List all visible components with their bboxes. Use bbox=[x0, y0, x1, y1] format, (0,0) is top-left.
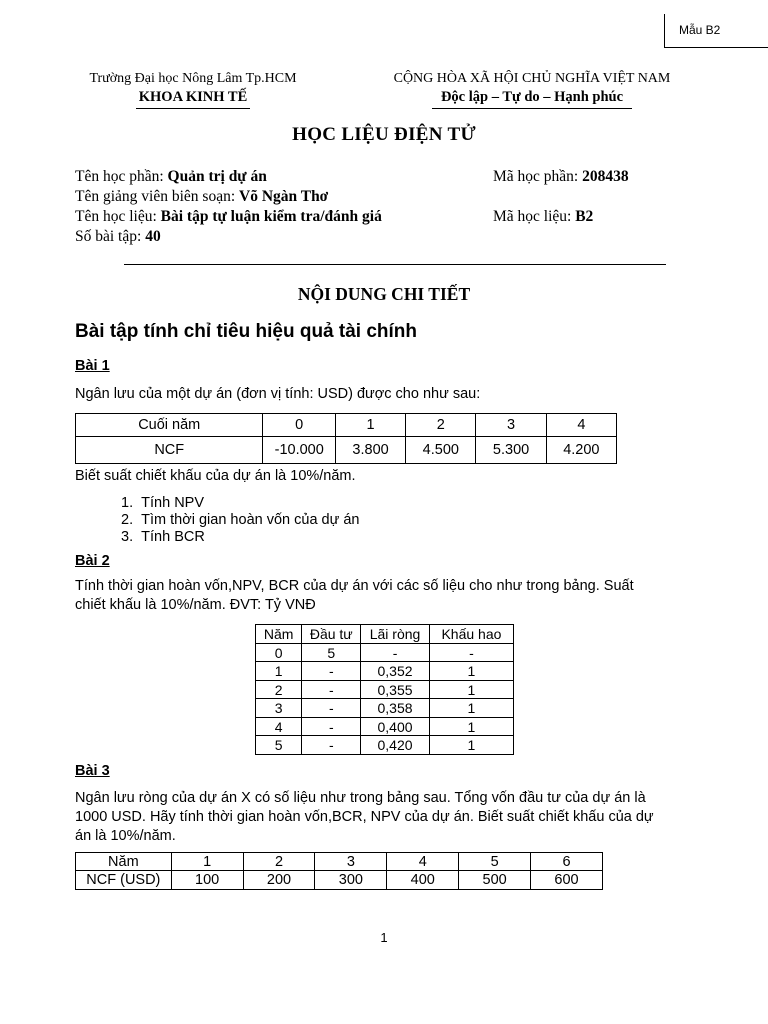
course-code-row bbox=[493, 166, 629, 188]
table-cell: - bbox=[302, 662, 361, 681]
table-cell: Đầu tư bbox=[302, 625, 361, 644]
exercise-1-heading: Bài 1 bbox=[75, 358, 110, 374]
exercise-count-value: 40 bbox=[145, 228, 161, 245]
table-cell: - bbox=[302, 699, 361, 718]
table-cell: 4.500 bbox=[406, 437, 476, 464]
table-cell: Năm bbox=[256, 625, 302, 644]
exercise-2-line-1: Tính thời gian hoàn vốn,NPV, BCR của dự án với các số liệu cho như trong bảng. Suất bbox=[75, 578, 634, 594]
section-title: NỘI DUNG CHI TIẾT bbox=[297, 284, 471, 304]
exercise-count-label: Số bài tập: bbox=[75, 228, 146, 245]
table-cell: 3 bbox=[256, 699, 302, 718]
table-cell: 3.800 bbox=[335, 437, 405, 464]
exercise-2-table bbox=[255, 624, 514, 755]
table-cell: 0,358 bbox=[361, 699, 430, 718]
exercise-3-text bbox=[75, 789, 654, 846]
document-title: HỌC LIỆU ĐIỆN TỬ bbox=[292, 124, 476, 145]
table-cell: - bbox=[429, 644, 513, 662]
course-name-row bbox=[75, 166, 267, 188]
table-cell: 0,420 bbox=[361, 736, 430, 755]
table-cell: Khấu hao bbox=[429, 625, 513, 644]
material-label: Tên học liệu: bbox=[75, 208, 161, 225]
table-cell: 1 bbox=[429, 681, 513, 699]
exercise-count-row bbox=[75, 226, 161, 248]
table-cell: 1 bbox=[171, 853, 243, 871]
material-code-value: B2 bbox=[575, 208, 594, 225]
divider bbox=[124, 264, 666, 265]
exercise-3-heading: Bài 3 bbox=[75, 763, 110, 779]
table-cell: 1 bbox=[429, 699, 513, 718]
exercise-1-table bbox=[75, 413, 617, 464]
course-label: Tên học phần: bbox=[75, 168, 168, 185]
course-value: Quản trị dự án bbox=[167, 168, 267, 185]
list-item: 1. Tính NPV bbox=[121, 495, 205, 511]
table-cell: 4 bbox=[256, 718, 302, 736]
table-cell: 2 bbox=[406, 414, 476, 437]
table-cell: 0 bbox=[263, 414, 335, 437]
table-cell: NCF (USD) bbox=[76, 871, 172, 890]
exercise-2-heading: Bài 2 bbox=[75, 553, 110, 569]
table-cell: 5 bbox=[459, 853, 531, 871]
table-cell: 1 bbox=[429, 662, 513, 681]
table-cell: 3 bbox=[315, 853, 387, 871]
table-cell: Cuối năm bbox=[76, 414, 263, 437]
table-cell: 0,352 bbox=[361, 662, 430, 681]
exercise-1-note: Biết suất chiết khấu của dự án là 10%/năm. bbox=[75, 468, 356, 484]
table-cell: 100 bbox=[171, 871, 243, 890]
table-cell: 2 bbox=[243, 853, 315, 871]
department-name: KHOA KINH TẾ bbox=[138, 89, 248, 105]
table-cell: 1 bbox=[256, 662, 302, 681]
material-code-label: Mã học liệu: bbox=[493, 208, 576, 225]
table-cell: 1 bbox=[429, 736, 513, 755]
table-cell: 400 bbox=[387, 871, 459, 890]
table-cell: 0,400 bbox=[361, 718, 430, 736]
course-code-label: Mã học phần: bbox=[493, 168, 583, 185]
table-cell: 600 bbox=[531, 871, 603, 890]
list-item: 3. Tính BCR bbox=[121, 529, 205, 545]
department-underline bbox=[136, 108, 250, 109]
table-cell: 3 bbox=[476, 414, 546, 437]
motto-underline bbox=[432, 108, 632, 109]
table-cell: NCF bbox=[76, 437, 263, 464]
exercise-3-line-2: 1000 USD. Hãy tính thời gian hoàn vốn,BCR, NPV của dự án. Biết suất chiết khấu của dự bbox=[75, 809, 654, 825]
table-cell: Năm bbox=[76, 853, 172, 871]
table-cell: 500 bbox=[459, 871, 531, 890]
table-cell: 5 bbox=[302, 644, 361, 662]
national-motto: Độc lập – Tự do – Hạnh phúc bbox=[440, 89, 624, 105]
course-code-value: 208438 bbox=[582, 168, 629, 185]
table-cell: 1 bbox=[429, 718, 513, 736]
header-institution bbox=[78, 69, 308, 109]
material-row bbox=[75, 206, 382, 228]
table-cell: 5.300 bbox=[476, 437, 546, 464]
table-cell: 6 bbox=[531, 853, 603, 871]
list-item: 2. Tìm thời gian hoàn vốn của dự án bbox=[121, 512, 360, 528]
table-cell: - bbox=[302, 681, 361, 699]
table-cell: 4 bbox=[387, 853, 459, 871]
topic-title: Bài tập tính chỉ tiêu hiệu quả tài chính bbox=[75, 321, 418, 342]
exercise-2-line-2: chiết khấu là 10%/năm. ĐVT: Tỷ VNĐ bbox=[75, 597, 316, 613]
table-cell: 0 bbox=[256, 644, 302, 662]
table-cell: - bbox=[302, 718, 361, 736]
table-cell: 4.200 bbox=[546, 437, 616, 464]
table-cell: 5 bbox=[256, 736, 302, 755]
table-cell: 300 bbox=[315, 871, 387, 890]
table-cell: 4 bbox=[546, 414, 616, 437]
table-cell: Lãi ròng bbox=[361, 625, 430, 644]
author-value: Võ Ngàn Thơ bbox=[239, 188, 329, 205]
table-cell: 1 bbox=[335, 414, 405, 437]
exercise-3-table bbox=[75, 852, 603, 890]
table-cell: 0,355 bbox=[361, 681, 430, 699]
author-row bbox=[75, 186, 328, 208]
table-cell: 2 bbox=[256, 681, 302, 699]
exercise-1-intro: Ngân lưu của một dự án (đơn vị tính: USD) được cho như sau: bbox=[75, 386, 481, 402]
page-number: 1 bbox=[380, 930, 388, 945]
table-cell: 200 bbox=[243, 871, 315, 890]
material-value: Bài tập tự luận kiểm tra/đánh giá bbox=[160, 208, 382, 225]
exercise-3-line-1: Ngân lưu ròng của dự án X có số liệu như trong bảng sau. Tổng vốn đầu tư của dự án là bbox=[75, 790, 646, 806]
form-code-box bbox=[664, 14, 768, 48]
author-label: Tên giảng viên biên soạn: bbox=[75, 188, 239, 205]
material-code-row bbox=[493, 206, 593, 228]
exercise-2-text bbox=[75, 577, 634, 615]
school-name: Trường Đại học Nông Lâm Tp.HCM bbox=[89, 71, 297, 86]
table-cell: - bbox=[302, 736, 361, 755]
nation-name: CỘNG HÒA XÃ HỘI CHỦ NGHĨA VIỆT NAM bbox=[393, 71, 671, 86]
table-cell: - bbox=[361, 644, 430, 662]
form-code: Mẫu B2 bbox=[679, 23, 721, 37]
exercise-1-tasks bbox=[121, 495, 359, 546]
header-nation bbox=[368, 69, 696, 109]
exercise-3-line-3: án là 10%/năm. bbox=[75, 828, 176, 844]
table-cell: -10.000 bbox=[263, 437, 335, 464]
